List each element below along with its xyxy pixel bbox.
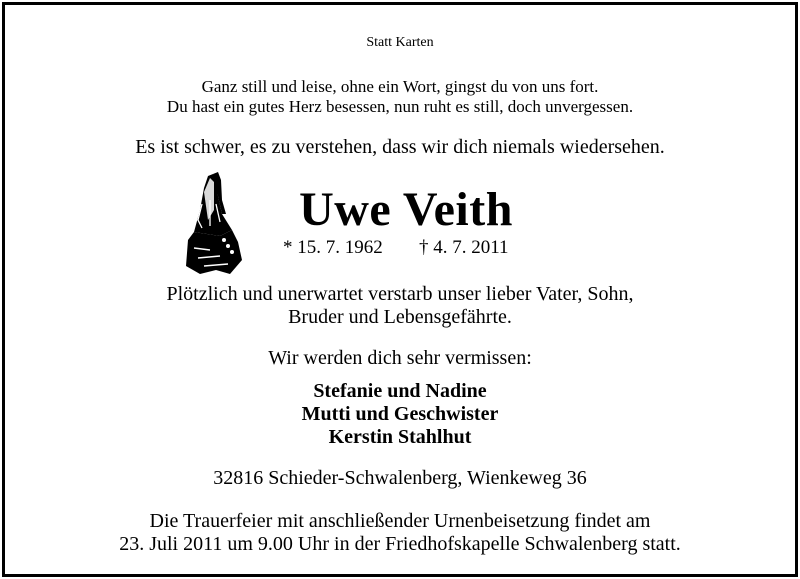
mourner-2: Mutti und Geschwister <box>301 403 499 425</box>
verse-line-2: Du hast ein gutes Herz besessen, nun ruht es still, doch unvergessen. <box>166 97 634 116</box>
header-text: Statt Karten <box>366 35 434 50</box>
address-text: 32816 Schieder-Schwalenberg, Wienkeweg 36 <box>213 467 587 489</box>
message-line-2: Bruder und Lebensgefährte. <box>288 306 512 328</box>
mourner-3: Kerstin Stahlhut <box>328 426 472 448</box>
funeral-line-1: Die Trauerfeier mit anschließender Urnenbeisetzung findet am <box>149 510 651 532</box>
deceased-name: Uwe Veith <box>299 183 513 236</box>
mourner-1: Stefanie und Nadine <box>313 380 487 402</box>
miss-text: Wir werden dich sehr vermissen: <box>268 347 532 369</box>
verse-2: Es ist schwer, es zu verstehen, dass wir dich niemals wiedersehen. <box>135 136 665 158</box>
message-line-1: Plötzlich und unerwartet verstarb unser lieber Vater, Sohn, <box>166 283 634 305</box>
verse-line-1: Ganz still und leise, ohne ein Wort, gingst du von uns fort. <box>201 77 599 96</box>
obituary-notice <box>2 2 798 577</box>
death-date: † 4. 7. 2011 <box>419 237 509 258</box>
birth-date: * 15. 7. 1962 <box>283 237 383 258</box>
funeral-line-2: 23. Juli 2011 um 9.00 Uhr in der Friedhofskapelle Schwalenberg statt. <box>119 533 681 555</box>
